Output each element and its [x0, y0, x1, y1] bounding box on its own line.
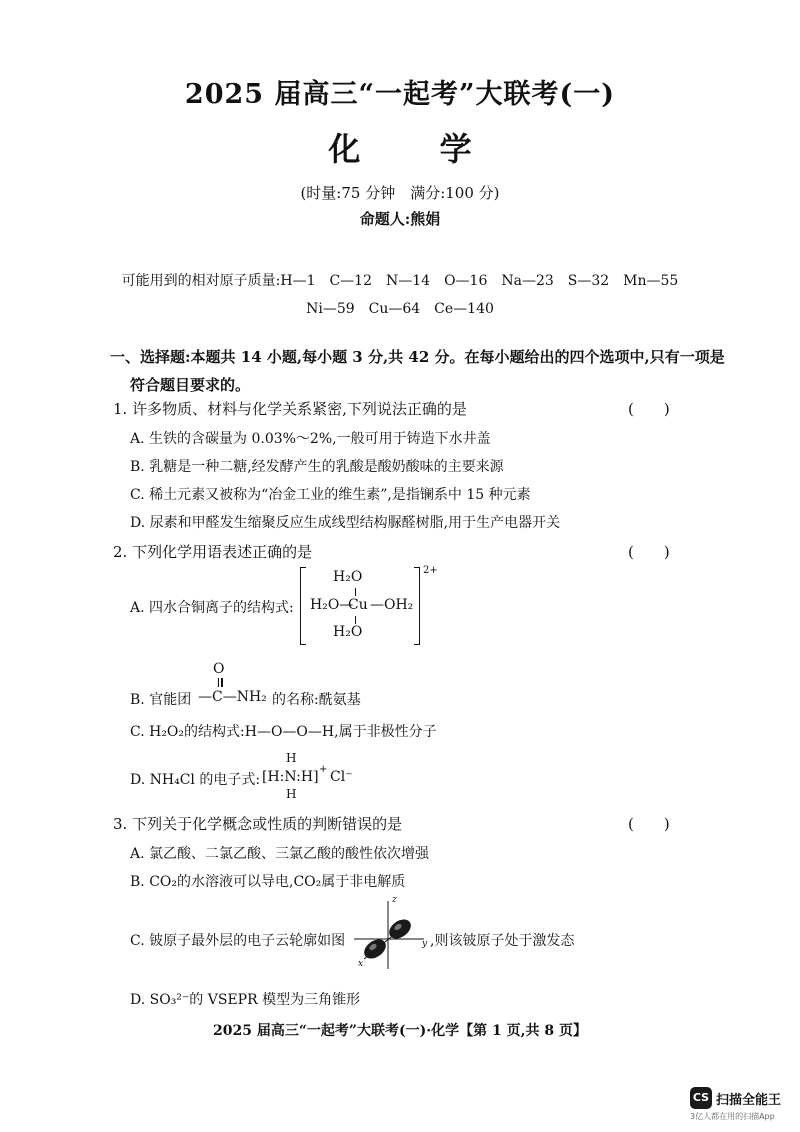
question-1-answer-blank: ( ) [628, 400, 670, 418]
question-1-stem: 1. 许多物质、材料与化学关系紧密,下列说法正确的是 [113, 400, 467, 418]
amide-group-formula: —C—NH₂ [198, 689, 267, 705]
carbonyl-oxygen: O [213, 661, 225, 677]
section-heading-line-1: 一、选择题:本题共 14 小题,每小题 3 分,共 42 分。在每小题给出的四个选项中,只有一项是 [110, 348, 725, 366]
time-score-info: (时量:75 分钟 满分:100 分) [300, 184, 500, 202]
question-1-option-c: C. 稀土元素又被称为“冶金工业的维生素”,是指镧系中 15 种元素 [130, 487, 531, 503]
axis-label-z: z [392, 895, 397, 905]
question-2-answer-blank: ( ) [628, 543, 670, 561]
complex-charge: 2+ [423, 565, 438, 576]
complex-bottom-ligand: H₂O [333, 624, 363, 640]
question-2-option-b-text: 的名称:酰氨基 [272, 692, 361, 708]
scanner-watermark [690, 1085, 798, 1125]
atomic-masses-line-2: Ni—59 Cu—64 Ce—140 [306, 301, 494, 317]
question-2-stem: 2. 下列化学用语表述正确的是 [113, 543, 313, 561]
complex-bottom-bond [355, 616, 356, 624]
complex-right-ligand: —OH₂ [370, 597, 414, 613]
question-3-stem: 3. 下列关于化学概念或性质的判断错误的是 [113, 815, 403, 833]
question-2-option-b-label: B. 官能团 [130, 692, 192, 708]
question-3-option-b: B. CO₂的水溶液可以导电,CO₂属于非电解质 [130, 874, 406, 890]
question-2-option-a: A. 四水合铜离子的结构式: [130, 600, 294, 616]
complex-top-bond [355, 588, 356, 596]
question-3-option-c-pre: C. 铍原子最外层的电子云轮廓如图 [130, 933, 346, 949]
question-1-option-a: A. 生铁的含碳量为 0.03%～2%,一般可用于铸造下水井盖 [130, 431, 491, 447]
question-1-option-d: D. 尿素和甲醛发生缩聚反应生成线型结构脲醛树脂,用于生产电器开关 [130, 515, 561, 531]
page-footer: 2025 届高三“一起考”大联考(一)·化学【第 1 页,共 8 页】 [213, 1023, 587, 1039]
copper-complex-structure [300, 567, 420, 643]
question-3-option-a: A. 氯乙酸、二氯乙酸、三氯乙酸的酸性依次增强 [130, 846, 430, 862]
atomic-masses-line-1: 可能用到的相对原子质量:H—1 C—12 N—14 O—16 Na—23 S—32 Mn—55 [121, 273, 679, 289]
complex-center-atom: Cu [348, 597, 368, 613]
complex-top-ligand: H₂O [333, 569, 363, 585]
question-3-option-d: D. SO₃²⁻的 VSEPR 模型为三角锥形 [130, 992, 361, 1008]
question-2-option-d-label: D. NH₄Cl 的电子式: [130, 772, 261, 788]
complex-left-ligand: H₂O— [310, 597, 354, 613]
electron-cloud-diagram [350, 897, 430, 972]
axis-label-y: y [422, 939, 428, 949]
subject-title: 化 学 [328, 130, 506, 168]
carbonyl-double-bond [218, 678, 220, 687]
question-3-option-c-post: ,则该铍原子处于激发态 [430, 933, 575, 949]
axis-label-x: x [358, 959, 364, 969]
electron-formula-chloride: Cl⁻ [330, 769, 353, 785]
scanner-tagline: 3亿人都在用的扫描App [690, 1112, 775, 1121]
section-heading-line-2: 符合题目要求的。 [130, 376, 251, 394]
question-3-answer-blank: ( ) [628, 815, 670, 833]
scanner-app-name: 扫描全能王 [716, 1093, 782, 1108]
question-1-option-b: B. 乳糖是一种二糖,经发酵产生的乳酸是酸奶酸味的主要来源 [130, 459, 504, 475]
left-bracket [300, 567, 306, 645]
exam-title: 2025 届高三“一起考”大联考(一) [184, 79, 616, 110]
electron-formula-charge: + [319, 764, 328, 775]
electron-formula-bottom-h: H [286, 787, 297, 801]
question-2-option-c: C. H₂O₂的结构式:H—O—O—H,属于非极性分子 [130, 724, 437, 740]
electron-formula-top-h: H [286, 751, 297, 765]
scanner-logo: CS [690, 1087, 712, 1109]
section-heading [110, 343, 725, 399]
electron-formula-ammonium: [H:N:H] [262, 769, 319, 785]
author-info: 命题人:熊娟 [359, 210, 441, 228]
right-bracket [414, 567, 420, 645]
